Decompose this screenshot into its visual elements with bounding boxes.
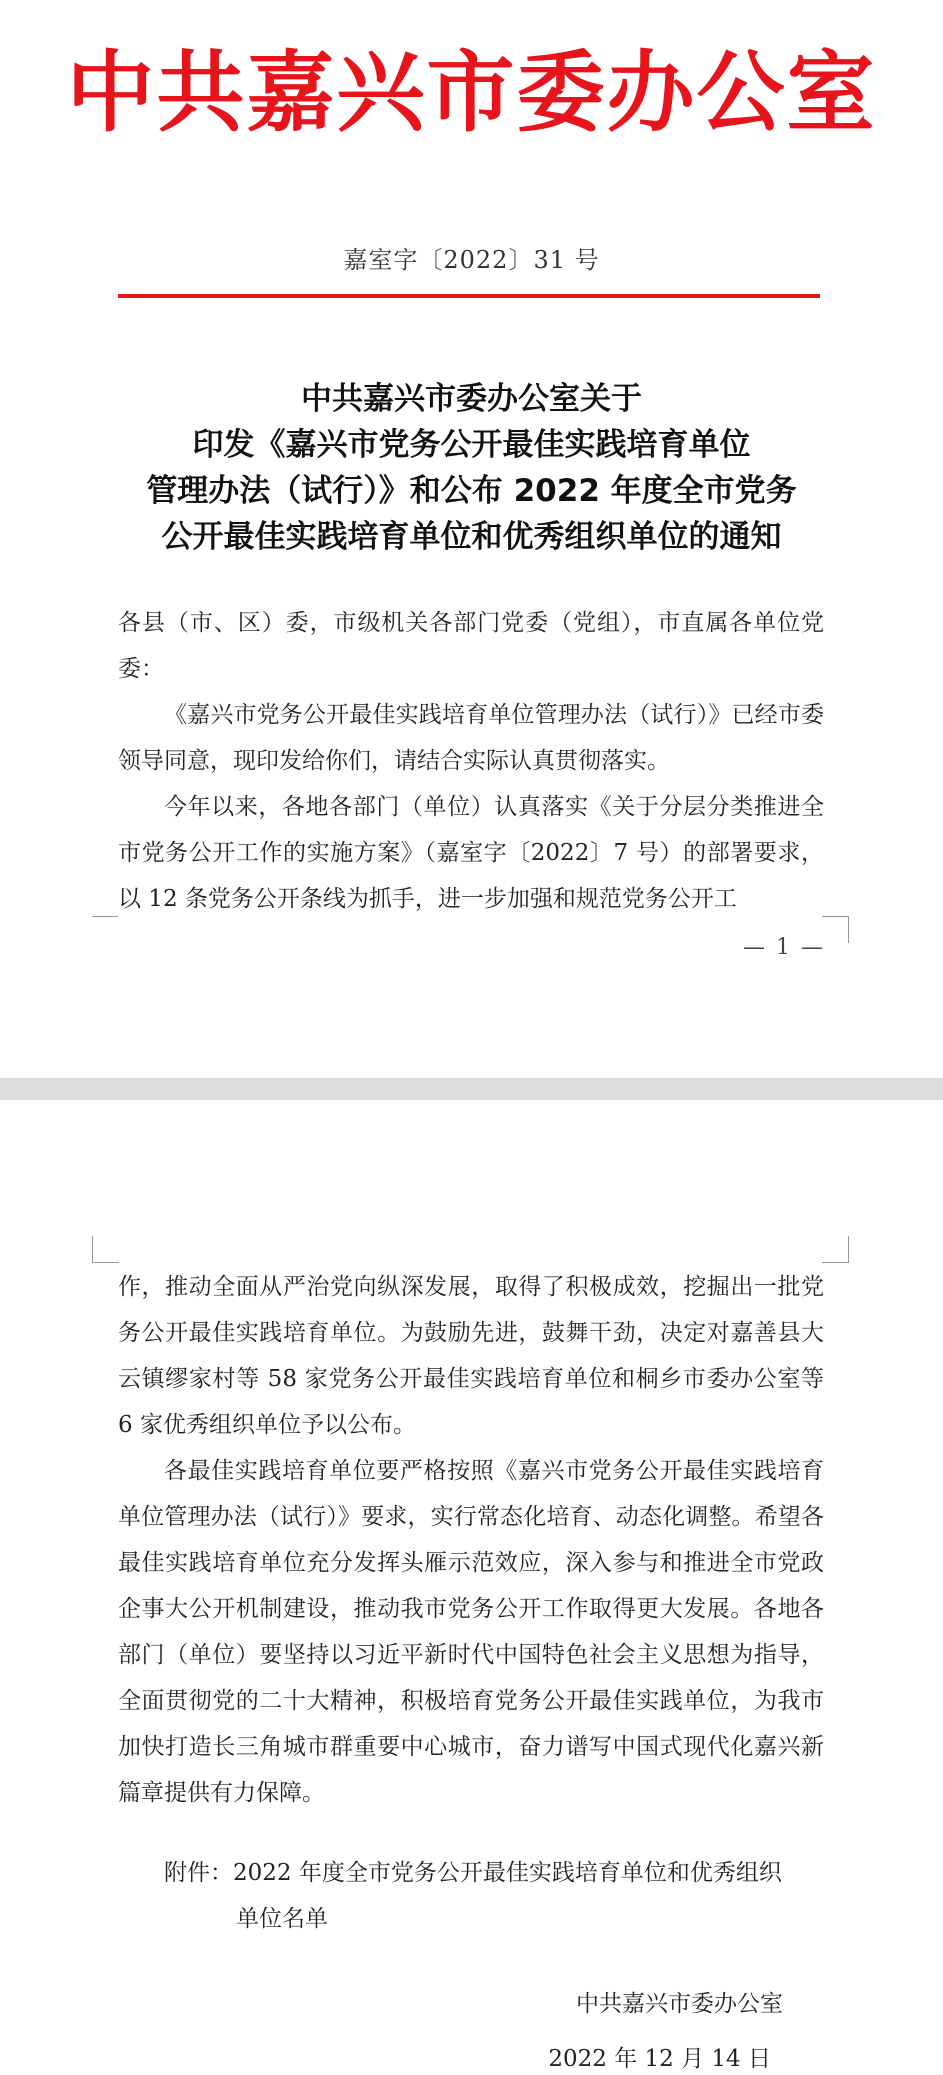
title-line-3: 管理办法（试行）》和公布 2022 年度全市党务 [146, 473, 797, 509]
signature-date: 2022 年 12 月 14 日 [548, 2046, 771, 2072]
page-separator [0, 1078, 943, 1100]
page-corner-mark [822, 916, 849, 943]
title-line-4: 公开最佳实践培育单位和优秀组织单位的通知 [161, 519, 782, 555]
attachment-line-2: 单位名单 [236, 1906, 328, 1932]
document-title [0, 376, 943, 560]
red-divider-line [118, 294, 820, 298]
attachment-label: 附件： [164, 1860, 233, 1886]
issuing-org-header: 中共嘉兴市委办公室 [66, 41, 877, 144]
body-paragraph-2-part-1: 今年以来，各地各部门（单位）认真落实《关于分层分类推进全市党务公开工作的实施方案》（嘉室字〔2022〕7 号）的部署要求，以 12 条党务公开条线为抓手，进一步加强和规范党务公开工 [118, 794, 824, 912]
attachment-note [164, 1850, 824, 1942]
title-line-1: 中共嘉兴市委办公室关于 [301, 381, 642, 417]
attachment-line-1: 2022 年度全市党务公开最佳实践培育单位和优秀组织 [233, 1860, 782, 1886]
page-corner-mark [822, 1236, 849, 1263]
document-number: 嘉室字〔2022〕31 号 [343, 246, 600, 274]
body-paragraph-3: 各最佳实践培育单位要严格按照《嘉兴市党务公开最佳实践培育单位管理办法（试行）》要求，实行常态化培育、动态化调整。希望各最佳实践培育单位充分发挥头雁示范效应，深入参与和推进全市党政企事大公开机制建设，推动我市党务公开工作取得更大发展。各地各部门（单位）要坚持以习近平新时代中国特色社会主义思想为指导，全面贯彻党的二十大精神，积极培育党务公开最佳实践单位，为我市加快打造长三角城市群重要中心城市，奋力谱写中国式现代化嘉兴新篇章提供有力保障。 [118, 1458, 824, 1806]
body-paragraph-1: 《嘉兴市党务公开最佳实践培育单位管理办法（试行）》已经市委领导同意，现印发给你们，请结合实际认真贯彻落实。 [118, 702, 824, 774]
page-corner-mark [92, 1236, 119, 1263]
page-corner-mark [92, 916, 118, 943]
body-paragraph-2-part-2: 作，推动全面从严治党向纵深发展，取得了积极成效，挖掘出一批党务公开最佳实践培育单位。为鼓励先进，鼓舞干劲，决定对嘉善县大云镇缪家村等 58 家党务公开最佳实践培育单位和桐乡市委办公室等 6 家优秀组织单位予以公布。 [118, 1274, 824, 1438]
signature-org: 中共嘉兴市委办公室 [576, 1991, 783, 2017]
recipients-paragraph: 各县（市、区）委，市级机关各部门党委（党组），市直属各单位党委： [118, 610, 824, 682]
page-number: — 1 — [743, 935, 825, 960]
title-line-2: 印发《嘉兴市党务公开最佳实践培育单位 [192, 427, 751, 463]
